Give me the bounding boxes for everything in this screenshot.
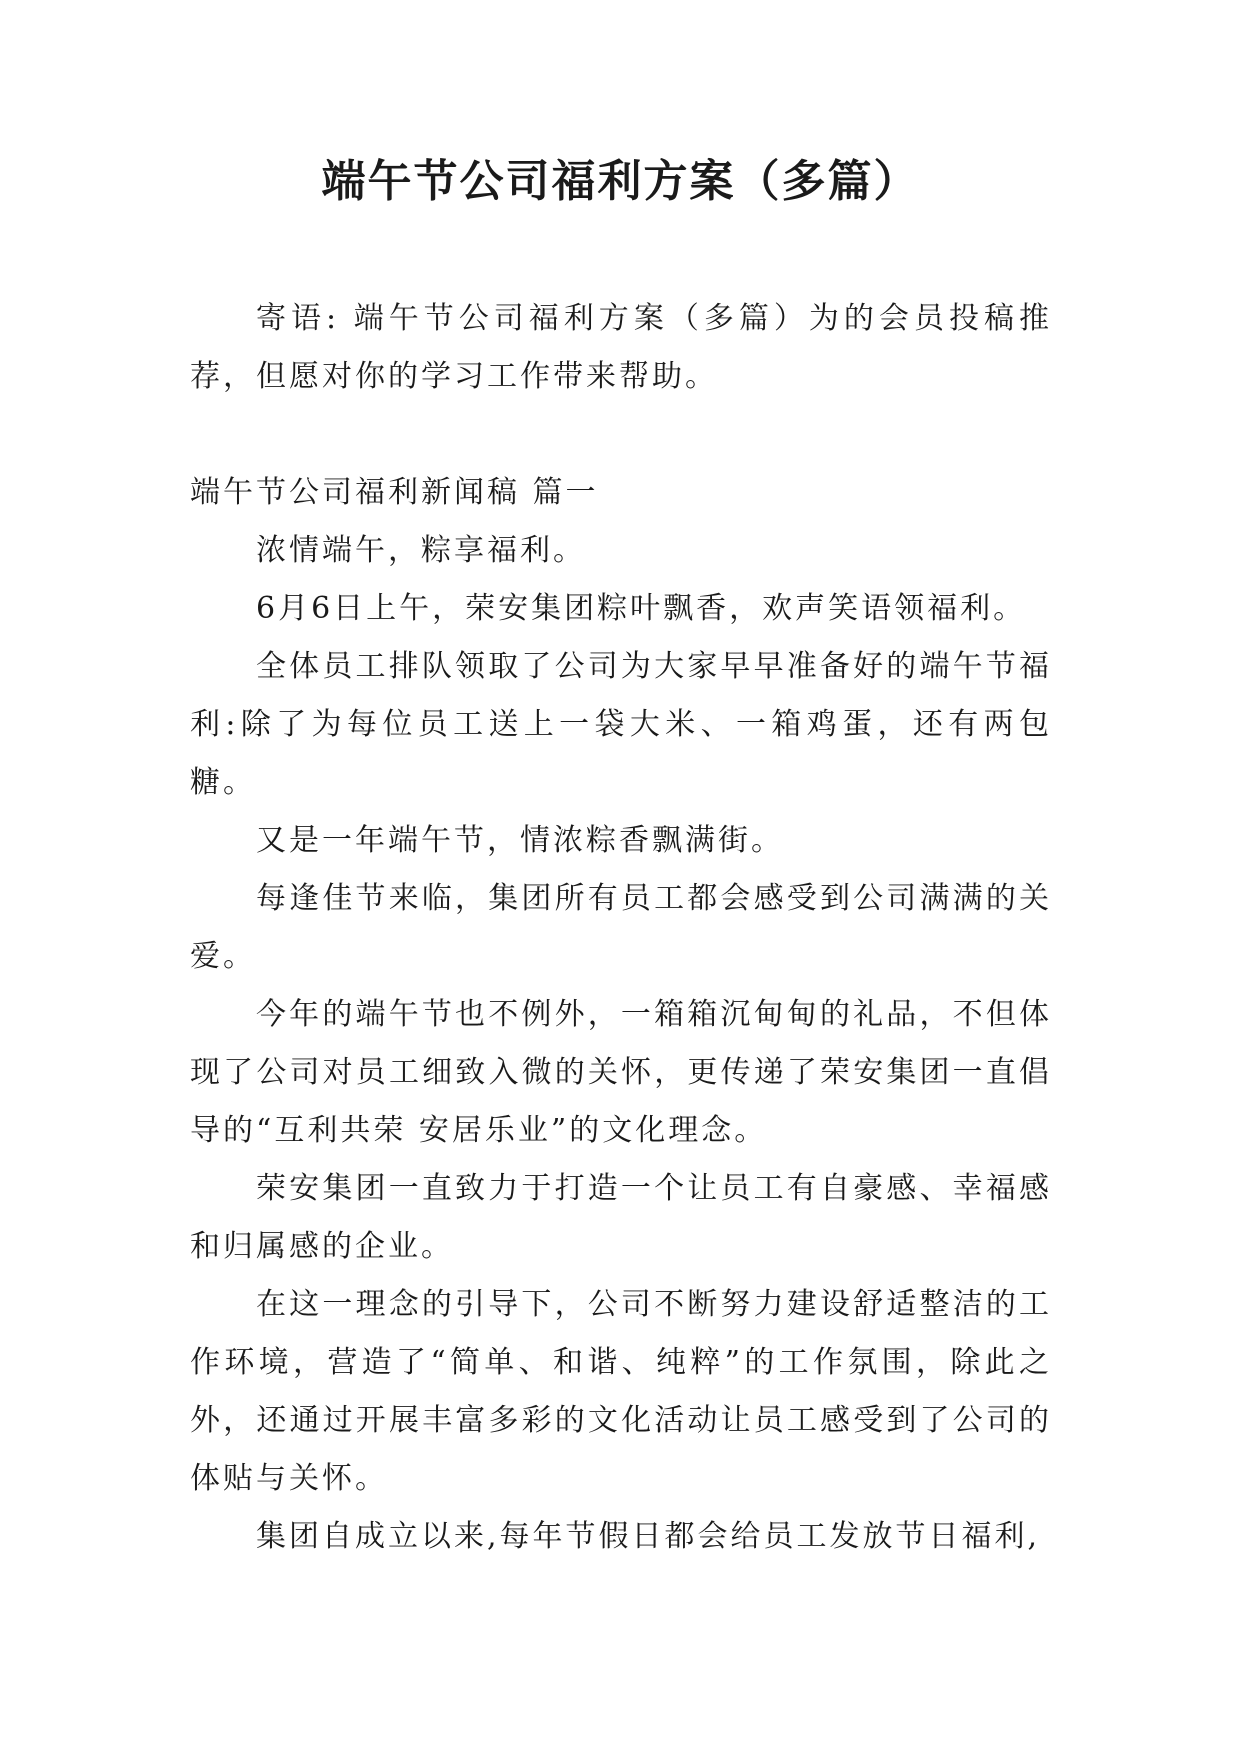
body-paragraph-8: 在这一理念的引导下，公司不断努力建设舒适整洁的工作环境，营造了“简单、和谐、纯粹”的工作氛围，除此之外，还通过开展丰富多彩的文化活动让员工感受到了公司的体贴与关怀。	[190, 1287, 1052, 1496]
section-heading: 端午节公司福利新闻稿 篇一	[190, 475, 599, 510]
body-paragraph-4: 又是一年端午节，情浓粽香飘满街。	[256, 823, 784, 858]
body-paragraph-5: 每逢佳节来临，集团所有员工都会感受到公司满满的关爱。	[190, 881, 1052, 974]
body-paragraph-3: 全体员工排队领取了公司为大家早早准备好的端午节福利:除了为每位员工送上一袋大米、一箱鸡蛋，还有两包糖。	[190, 649, 1052, 800]
body-paragraph-7: 荣安集团一直致力于打造一个让员工有自豪感、幸福感和归属感的企业。	[190, 1171, 1052, 1264]
body-paragraph-6: 今年的端午节也不例外，一箱箱沉甸甸的礼品，不但体现了公司对员工细致入微的关怀，更传递了荣安集团一直倡导的“互利共荣 安居乐业”的文化理念。	[190, 997, 1052, 1148]
body-paragraph-1: 浓情端午，粽享福利。	[256, 533, 586, 568]
body-paragraph-2: 6月6日上午，荣安集团粽叶飘香，欢声笑语领福利。	[256, 591, 1027, 626]
document-title: 端午节公司福利方案（多篇）	[321, 156, 920, 207]
document-body	[190, 290, 1052, 1566]
intro-paragraph: 寄语: 端午节公司福利方案（多篇）为的会员投稿推荐，但愿对你的学习工作带来帮助。	[190, 301, 1052, 394]
body-paragraph-9: 集团自成立以来,每年节假日都会给员工发放节日福利,	[256, 1519, 1041, 1554]
